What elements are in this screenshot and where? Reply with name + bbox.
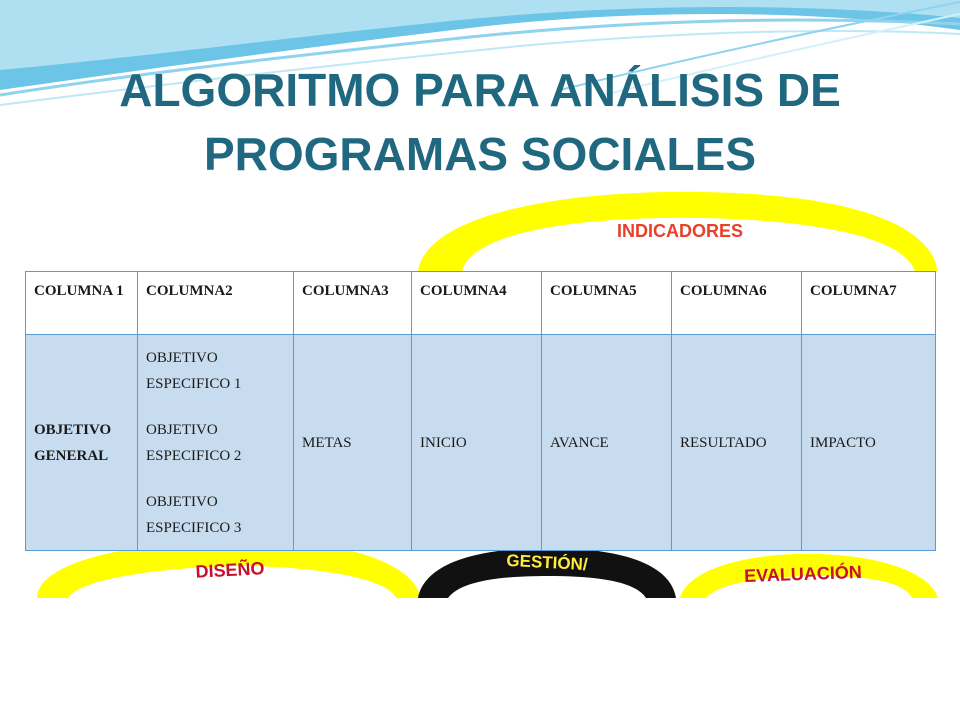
spacer [146, 469, 285, 489]
spacer [146, 397, 285, 417]
header-cell: COLUMNA 1 [26, 272, 138, 335]
header-cell: COLUMNA4 [412, 272, 542, 335]
objetivo-especifico-3: OBJETIVO ESPECIFICO 3 [146, 493, 242, 536]
header-cell: COLUMNA7 [802, 272, 936, 335]
objetivo-especifico-1: OBJETIVO ESPECIFICO 1 [146, 349, 242, 392]
table-header-row [26, 272, 936, 335]
title-line-1: ALGORITMO PARA ANÁLISIS DE [119, 64, 841, 116]
header-cell: COLUMNA3 [294, 272, 412, 335]
objetivos-especificos-cell [138, 335, 294, 551]
avance-cell: AVANCE [542, 335, 672, 551]
evaluacion-label: EVALUACIÓN [743, 561, 863, 587]
gestion-label-line-2: MONITOREO [494, 577, 600, 596]
slide-title [0, 58, 960, 186]
impacto-cell: IMPACTO [802, 335, 936, 551]
gestion-label-line-1: GESTIÓN/ [505, 550, 589, 575]
objetivo-especifico-2: OBJETIVO ESPECIFICO 2 [146, 421, 242, 464]
header-cell: COLUMNA5 [542, 272, 672, 335]
table-row [26, 335, 936, 551]
objetivo-general-cell: OBJETIVO GENERAL [26, 335, 138, 551]
header-cell: COLUMNA6 [672, 272, 802, 335]
indicadores-label: INDICADORES [616, 221, 743, 241]
resultado-cell: RESULTADO [672, 335, 802, 551]
metas-cell: METAS [294, 335, 412, 551]
gestion-label [462, 551, 632, 599]
diseno-label: DISEÑO [195, 558, 265, 582]
inicio-cell: INICIO [412, 335, 542, 551]
analysis-table [25, 271, 936, 551]
header-cell: COLUMNA2 [138, 272, 294, 335]
title-line-2: PROGRAMAS SOCIALES [203, 128, 757, 180]
